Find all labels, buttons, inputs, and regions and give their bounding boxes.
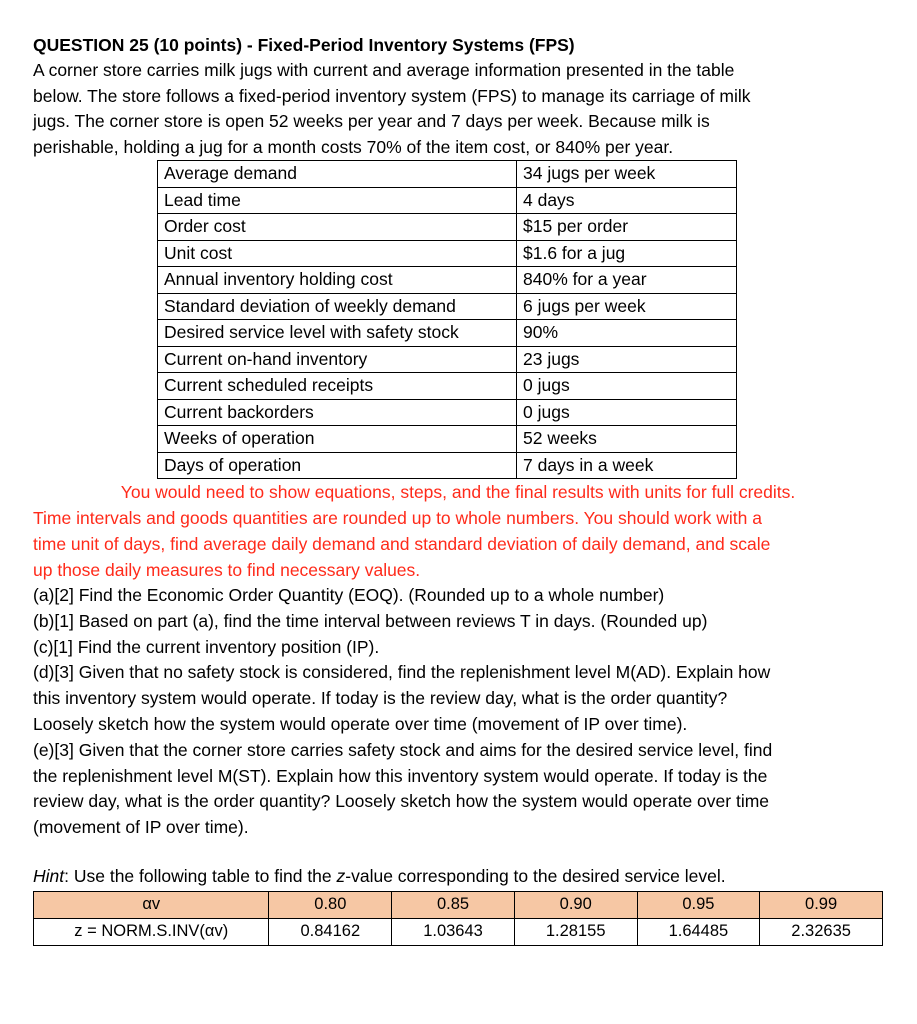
question-parts: [33, 583, 883, 841]
hint-z-variable: z: [336, 865, 346, 886]
part-line: (a)[2] Find the Economic Order Quantity (EOQ). (Rounded up to a whole number): [33, 585, 665, 605]
inventory-info-table: [157, 160, 737, 479]
z-value: 0.84162: [269, 918, 392, 945]
info-row: [158, 399, 737, 426]
question-intro: [33, 58, 883, 160]
z-value: 1.28155: [514, 918, 637, 945]
part-line: (d)[3] Given that no safety stock is considered, find the replenishment level M(AD). Explain how: [33, 662, 771, 683]
instruction-line: time unit of days, find average daily demand and standard deviation of daily demand, and scale: [33, 534, 771, 554]
part-line: (b)[1] Based on part (a), find the time interval between reviews T in days. (Rounded up): [33, 610, 708, 631]
part-line: (movement of IP over time).: [33, 817, 249, 838]
info-value: 6 jugs per week: [517, 293, 737, 320]
info-value: 23 jugs: [517, 346, 737, 373]
info-label: Current backorders: [158, 399, 517, 426]
info-row: [158, 452, 737, 479]
alpha-value: 0.90: [514, 891, 637, 918]
info-label: Current scheduled receipts: [158, 373, 517, 400]
info-value: 7 days in a week: [517, 452, 737, 479]
info-label: Unit cost: [158, 240, 517, 267]
z-value: 2.32635: [760, 918, 883, 945]
info-label: Standard deviation of weekly demand: [158, 293, 517, 320]
info-row: [158, 320, 737, 347]
instruction-line: up those daily measures to find necessary values.: [33, 560, 421, 580]
instruction-line: You would need to show equations, steps, and the final results with units for full credits.: [120, 482, 796, 502]
info-label: Lead time: [158, 187, 517, 214]
info-value: $15 per order: [517, 214, 737, 241]
intro-line: jugs. The corner store is open 52 weeks per year and 7 days per week. Because milk is: [33, 111, 710, 131]
z-value: 1.03643: [392, 918, 515, 945]
info-value: 4 days: [517, 187, 737, 214]
info-value: 840% for a year: [517, 267, 737, 294]
z-row-label: z = NORM.S.INV(αv): [34, 918, 269, 945]
info-row: [158, 240, 737, 267]
info-label: Days of operation: [158, 452, 517, 479]
info-label: Order cost: [158, 214, 517, 241]
info-label: Desired service level with safety stock: [158, 320, 517, 347]
info-row: [158, 161, 737, 188]
part-line: (c)[1] Find the current inventory position (IP).: [33, 636, 380, 657]
info-label: Annual inventory holding cost: [158, 267, 517, 294]
alpha-value: 0.99: [760, 891, 883, 918]
hint-line: [33, 863, 883, 889]
z-table-header-row: [34, 891, 883, 918]
hint-text: : Use the following table to find the: [64, 865, 337, 886]
intro-line: perishable, holding a jug for a month costs 70% of the item cost, or 840% per year.: [33, 136, 674, 157]
z-table-value-row: [34, 918, 883, 945]
info-label: Average demand: [158, 161, 517, 188]
info-row: [158, 214, 737, 241]
info-value: $1.6 for a jug: [517, 240, 737, 267]
intro-line: below. The store follows a fixed-period inventory system (FPS) to manage its carriage of milk: [33, 85, 751, 106]
info-row: [158, 346, 737, 373]
info-value: 0 jugs: [517, 373, 737, 400]
info-value: 52 weeks: [517, 426, 737, 453]
alpha-value: 0.95: [637, 891, 760, 918]
part-line: (e)[3] Given that the corner store carries safety stock and aims for the desired service level, find: [33, 739, 773, 760]
info-row: [158, 373, 737, 400]
info-value: 0 jugs: [517, 399, 737, 426]
question-title: QUESTION 25 (10 points) - Fixed-Period Inventory Systems (FPS): [33, 35, 575, 55]
info-value: 90%: [517, 320, 737, 347]
info-row: [158, 187, 737, 214]
info-value: 34 jugs per week: [517, 161, 737, 188]
info-label: Weeks of operation: [158, 426, 517, 453]
hint-text-end: -value corresponding to the desired service level.: [345, 865, 726, 886]
alpha-header-label: αv: [34, 891, 269, 918]
hint-label: Hint: [33, 865, 65, 886]
instruction-line: Time intervals and goods quantities are rounded up to whole numbers. You should work with a: [33, 508, 762, 528]
info-row: [158, 293, 737, 320]
alpha-value: 0.85: [392, 891, 515, 918]
part-line: Loosely sketch how the system would operate over time (movement of IP over time).: [33, 713, 688, 734]
intro-line: A corner store carries milk jugs with current and average information presented in the table: [33, 60, 735, 80]
info-row: [158, 426, 737, 453]
instructions: [33, 479, 883, 583]
z-value-table: [33, 891, 883, 946]
info-row: [158, 267, 737, 294]
part-line: this inventory system would operate. If today is the review day, what is the order quantity?: [33, 688, 728, 709]
part-line: review day, what is the order quantity? Loosely sketch how the system would operate over time: [33, 791, 770, 812]
info-label: Current on-hand inventory: [158, 346, 517, 373]
question-page: [33, 32, 883, 946]
z-value: 1.64485: [637, 918, 760, 945]
alpha-value: 0.80: [269, 891, 392, 918]
part-line: the replenishment level M(ST). Explain how this inventory system would operate. If today is the: [33, 765, 768, 786]
